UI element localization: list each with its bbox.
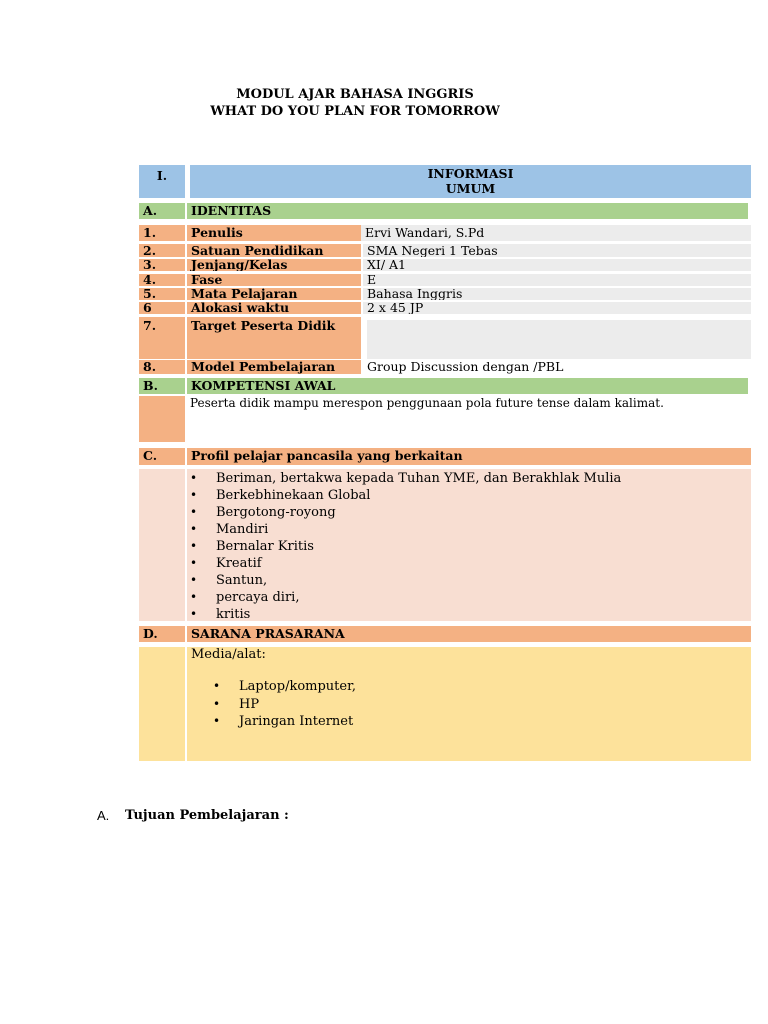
section-d-number: D. [139, 626, 185, 642]
row-1-label: Penulis [187, 225, 361, 241]
document-subtitle: WHAT DO YOU PLAN FOR TOMORROW [210, 104, 500, 119]
media-list [239, 678, 356, 731]
row-6-label: Alokasi waktu [187, 302, 361, 314]
row-5-label: Mata Pelajaran [187, 288, 361, 300]
section-a-number: A. [139, 203, 185, 219]
list-item: • Laptop/komputer, [239, 678, 356, 696]
tujuan-number: A. [97, 808, 110, 823]
section-c-number: C. [139, 448, 185, 465]
list-item: • Beriman, bertakwa kepada Tuhan YME, dan Berakhlak Mulia [216, 470, 621, 487]
list-item: • Mandiri [216, 521, 621, 538]
row-5-number: 5. [139, 288, 185, 300]
row-4-value: E [363, 274, 751, 286]
sarana-cell [187, 647, 751, 761]
list-item: • HP [239, 696, 356, 714]
row-7-label: Target Peserta Didik [187, 317, 361, 359]
row-4-number: 4. [139, 274, 185, 286]
list-item: • Bergotong-royong [216, 504, 621, 521]
row-7-number: 7. [139, 317, 185, 359]
section-c-number-cell [139, 469, 185, 621]
row-8-value: Group Discussion dengan /PBL [367, 359, 564, 374]
row-7-value [367, 320, 751, 359]
list-item: • percaya diri, [216, 589, 621, 606]
row-6-number: 6 [139, 302, 185, 314]
list-item: • Jaringan Internet [239, 713, 356, 731]
profil-list [216, 470, 621, 623]
section-b-title: KOMPETENSI AWAL [187, 378, 748, 394]
section-b-number: B. [139, 378, 185, 394]
list-item: • Berkebhinekaan Global [216, 487, 621, 504]
document-title: MODUL AJAR BAHASA INGGRIS [236, 87, 474, 102]
media-label: Media/alat: [191, 647, 266, 662]
row-2-label: Satuan Pendidikan [187, 244, 361, 257]
row-4-label: Fase [187, 274, 361, 286]
section-a-title: IDENTITAS [187, 203, 748, 219]
list-item: • kritis [216, 606, 621, 623]
row-6-value: 2 x 45 JP [363, 302, 751, 314]
tujuan-label: Tujuan Pembelajaran : [125, 808, 289, 823]
row-5-value: Bahasa Inggris [363, 288, 751, 300]
row-2-number: 2. [139, 244, 185, 257]
row-1-value: Ervi Wandari, S.Pd [361, 225, 751, 241]
section-d-title: SARANA PRASARANA [187, 626, 751, 642]
section-i-number: I. [139, 165, 185, 198]
row-8-number: 8. [139, 360, 185, 374]
row-2-value: SMA Negeri 1 Tebas [363, 244, 751, 257]
section-d-number-cell [139, 647, 185, 761]
section-b-number-cell [139, 396, 185, 442]
row-3-value: XI/ A1 [363, 259, 751, 271]
list-item: • Kreatif [216, 555, 621, 572]
list-item: • Bernalar Kritis [216, 538, 621, 555]
section-c-title: Profil pelajar pancasila yang berkaitan [187, 448, 751, 465]
row-3-number: 3. [139, 259, 185, 271]
profil-list-cell [187, 469, 751, 621]
list-item: • Santun, [216, 572, 621, 589]
row-3-label: Jenjang/Kelas [187, 259, 361, 271]
row-1-number: 1. [139, 225, 185, 241]
kompetensi-awal-text: Peserta didik mampu merespon penggunaan pola future tense dalam kalimat. [190, 396, 664, 410]
row-8-label: Model Pembelajaran [187, 360, 361, 374]
section-i-title: INFORMASI UMUM [190, 165, 751, 198]
